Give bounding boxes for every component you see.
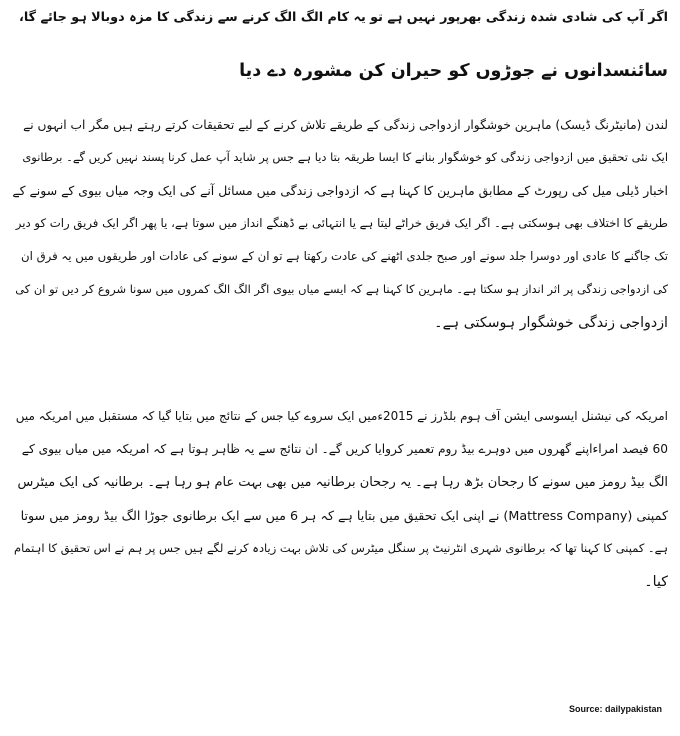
- headline-line-1: اگر آپ کی شادی شدہ زندگی بھرپور نہیں ہے تو یہ کام الگ الگ کرنے سے زندگی کا مزہ دوبالا ہو جائے گا،: [19, 10, 668, 25]
- paragraph-2-line-6: کیا۔: [644, 574, 668, 590]
- paragraph-2-line-3: الگ بیڈ رومز میں سونے کا رجحان بڑھ رہا ہے۔ یہ رجحان برطانیہ میں بھی بہت عام ہو رہا ہے۔ برطانیہ کی ایک میٹرس: [17, 475, 668, 490]
- paragraph-1-line-4: طریقے کا اختلاف بھی ہوسکتی ہے۔ اگر ایک فریق خراٹے لیتا ہے یا انتہائی بے ڈھنگے انداز میں سوتا ہے، یا پھر اگر ایک فریق رات کو دیر: [15, 216, 668, 230]
- paragraph-2-line-4: کمپنی (Mattress Company) نے اپنی ایک تحقیق میں بتایا ہے کہ ہر 6 میں سے ایک برطانوی جوڑا الگ بیڈ رومز میں سوتا: [20, 508, 668, 523]
- paragraph-1-line-5: تک جاگنے کا عادی اور دوسرا جلد سونے اور صبح جلدی اٹھنے کی عادت رکھتا ہے تو ان کے سونے کی عادات اور طریقوں میں یہ فرق ان: [21, 249, 668, 263]
- paragraph-1-line-7: ازدواجی زندگی خوشگوار ہوسکتی ہے۔: [434, 315, 668, 331]
- paragraph-1-line-3: اخبار ڈیلی میل کی رپورٹ کے مطابق ماہرین کا کہنا ہے کہ ازدواجی زندگی میں مسائل آنے کی ایک وجہ میاں بیوی کے سونے کے: [12, 183, 668, 198]
- headline-line-2: سائنسدانوں نے جوڑوں کو حیران کن مشورہ دے دیا: [239, 61, 668, 81]
- paragraph-2-line-1: امریکہ کی نیشنل ایسوسی ایشن آف ہوم بلڈرز نے 2015ءمیں ایک سروے کیا جس کے نتائج میں بتایا گیا کہ مستقبل میں امریکہ میں: [15, 409, 668, 423]
- paragraph-2-line-2: 60 فیصد امراءاپنے گھروں میں دوہرے بیڈ روم تعمیر کروایا کریں گے۔ ان نتائج سے یہ ظاہر ہوتا ہے کہ امریکہ میں میاں بیوی کے: [21, 442, 668, 456]
- paragraph-1-line-2: ایک نئی تحقیق میں ازدواجی زندگی کو خوشگوار بنانے کا ایسا طریقہ بتا دیا ہے جس پر شاید آپ عمل کرنا پسند نہیں کریں گے۔ برطانوی: [22, 150, 668, 164]
- paragraph-1-line-6: کی ازدواجی زندگی پر اثر انداز ہو سکتا ہے۔ ماہرین کا کہنا ہے کہ ایسے میاں بیوی اگر الگ الگ کمروں میں سونا شروع کر دیں تو ان کی: [15, 282, 668, 296]
- paragraph-2-line-5: ہے۔ کمپنی کا کہنا تھا کہ برطانوی شہری انٹرنیٹ پر سنگل میٹرس کی تلاش بہت زیادہ کرنے لگے ہیں جس پر ہم نے اس تحقیق کا اہتمام: [13, 541, 668, 555]
- source-credit: Source: dailypakistan: [568, 704, 662, 714]
- paragraph-1-line-1: لندن (مانیٹرنگ ڈیسک) ماہرین خوشگوار ازدواجی زندگی کے طریقے تلاش کرنے کے لیے تحقیقات کرتے رہتے ہیں مگر اب انہوں نے: [23, 118, 668, 132]
